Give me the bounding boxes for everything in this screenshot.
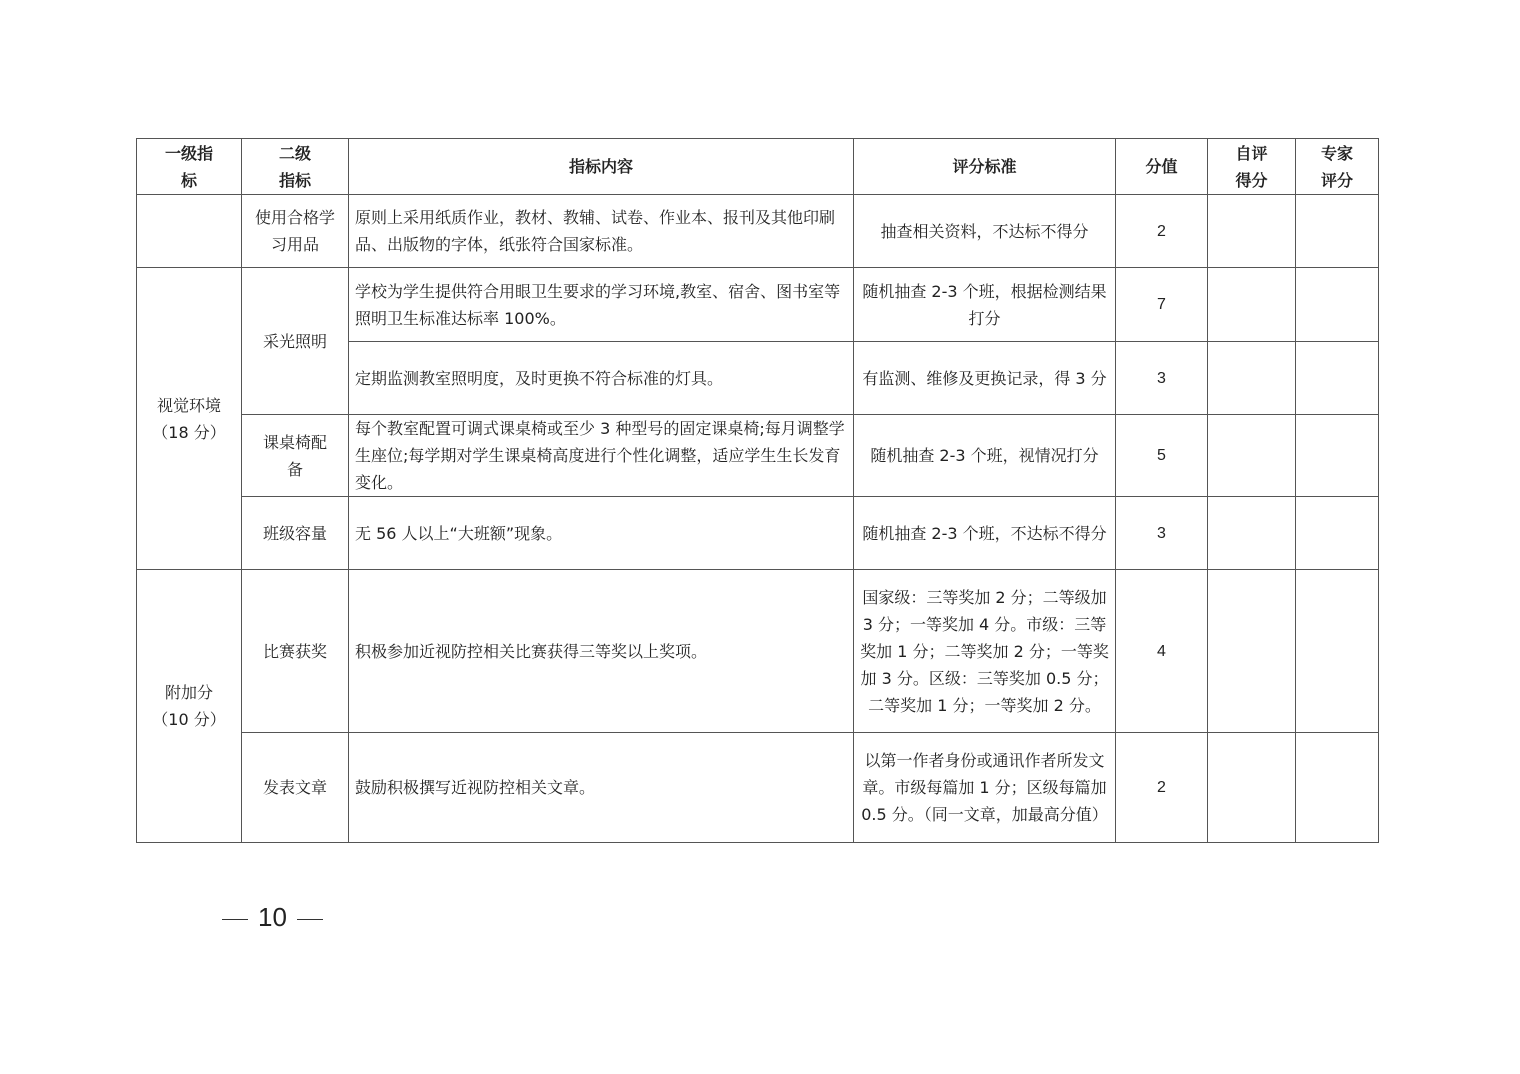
expert-score-cell[interactable] [1296, 268, 1379, 342]
self-score-cell[interactable] [1208, 268, 1296, 342]
expert-score-cell[interactable] [1296, 733, 1379, 843]
level1-cell: 附加分（10 分） [137, 570, 242, 843]
page-footer [212, 902, 333, 933]
self-score-cell[interactable] [1208, 342, 1296, 415]
level1-cell: 视觉环境（18 分） [137, 268, 242, 570]
right-dash [297, 919, 323, 920]
table-row [137, 570, 1379, 733]
page-number: 10 [258, 902, 287, 932]
content-cell: 无 56 人以上“大班额”现象。 [349, 497, 854, 570]
standard-cell: 以第一作者身份或通讯作者所发文章。市级每篇加 1 分；区级每篇加 0.5 分。（同一文章，加最高分值） [854, 733, 1116, 843]
score-cell: 5 [1116, 415, 1208, 497]
expert-score-cell[interactable] [1296, 342, 1379, 415]
level2-cell: 发表文章 [242, 733, 349, 843]
header-standard: 评分标准 [854, 139, 1116, 195]
table-row [137, 268, 1379, 342]
content-cell: 积极参加近视防控相关比赛获得三等奖以上奖项。 [349, 570, 854, 733]
expert-score-cell[interactable] [1296, 195, 1379, 268]
level2-cell: 使用合格学习用品 [242, 195, 349, 268]
content-cell: 鼓励积极撰写近视防控相关文章。 [349, 733, 854, 843]
standard-cell: 国家级：三等奖加 2 分；二等级加 3 分；一等奖加 4 分。市级：三等奖加 1 分；二等奖加 2 分；一等奖加 3 分。区级：三等奖加 0.5 分；二等奖加 1 分；一等奖加 2 分。 [854, 570, 1116, 733]
header-level1: 一级指标 [137, 139, 242, 195]
content-cell: 原则上采用纸质作业，教材、教辅、试卷、作业本、报刊及其他印刷品、出版物的字体，纸张符合国家标准。 [349, 195, 854, 268]
header-score: 分值 [1116, 139, 1208, 195]
self-score-cell[interactable] [1208, 733, 1296, 843]
self-score-cell[interactable] [1208, 570, 1296, 733]
content-cell: 学校为学生提供符合用眼卫生要求的学习环境,教室、宿舍、图书室等照明卫生标准达标率 100%。 [349, 268, 854, 342]
left-dash [222, 919, 248, 920]
expert-score-cell[interactable] [1296, 497, 1379, 570]
self-score-cell[interactable] [1208, 195, 1296, 268]
expert-score-cell[interactable] [1296, 415, 1379, 497]
table-row [137, 733, 1379, 843]
score-cell: 4 [1116, 570, 1208, 733]
header-level2: 二级指标 [242, 139, 349, 195]
header-expert-score: 专家评分 [1296, 139, 1379, 195]
standard-cell: 有监测、维修及更换记录，得 3 分 [854, 342, 1116, 415]
level2-cell: 课桌椅配备 [242, 415, 349, 497]
standard-cell: 随机抽查 2-3 个班，视情况打分 [854, 415, 1116, 497]
header-row [137, 139, 1379, 195]
expert-score-cell[interactable] [1296, 570, 1379, 733]
header-content: 指标内容 [349, 139, 854, 195]
standard-cell: 随机抽查 2-3 个班，不达标不得分 [854, 497, 1116, 570]
score-cell: 3 [1116, 497, 1208, 570]
score-cell: 2 [1116, 195, 1208, 268]
level2-cell: 比赛获奖 [242, 570, 349, 733]
score-cell: 3 [1116, 342, 1208, 415]
table-row [137, 497, 1379, 570]
standard-cell: 抽查相关资料，不达标不得分 [854, 195, 1116, 268]
score-cell: 2 [1116, 733, 1208, 843]
score-cell: 7 [1116, 268, 1208, 342]
table-row [137, 195, 1379, 268]
self-score-cell[interactable] [1208, 415, 1296, 497]
header-self-score: 自评得分 [1208, 139, 1296, 195]
self-score-cell[interactable] [1208, 497, 1296, 570]
level2-cell: 采光照明 [242, 268, 349, 415]
content-cell: 每个教室配置可调式课桌椅或至少 3 种型号的固定课桌椅;每月调整学生座位;每学期对学生课桌椅高度进行个性化调整，适应学生生长发育变化。 [349, 415, 854, 497]
table-row [137, 415, 1379, 497]
evaluation-table [136, 138, 1379, 843]
standard-cell: 随机抽查 2-3 个班，根据检测结果打分 [854, 268, 1116, 342]
content-cell: 定期监测教室照明度，及时更换不符合标准的灯具。 [349, 342, 854, 415]
level1-cell [137, 195, 242, 268]
level2-cell: 班级容量 [242, 497, 349, 570]
